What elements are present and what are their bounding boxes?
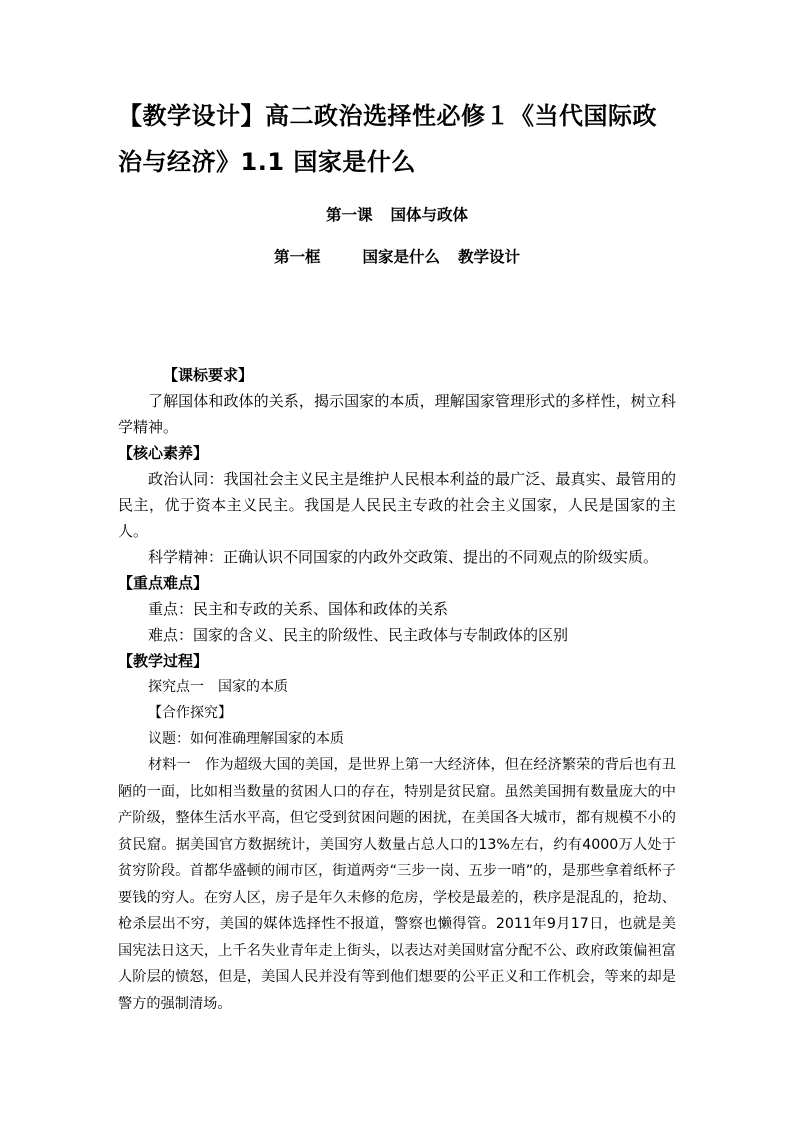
section-heading-hexin: 【核心素养】: [118, 444, 209, 462]
frame-heading: [0, 245, 794, 267]
exploration-point-title: 探究点一 国家的本质: [148, 679, 288, 695]
section-heading-zhongdian: 【重点难点】: [118, 574, 209, 592]
zhongdian-key-point: 重点：民主和专政的关系、国体和政体的关系: [148, 600, 449, 618]
kebiao-text: 了解国体和政体的关系，揭示国家的本质，理解国家管理形式的多样性，树立科学精神。: [118, 392, 676, 436]
lesson-name: 国体与政体: [390, 206, 469, 224]
lesson-number: 第一课: [325, 206, 373, 224]
frame-name: 国家是什么: [362, 248, 440, 266]
cooperative-exploration-label: 【合作探究】: [148, 705, 232, 721]
document-body: [118, 362, 676, 1017]
frame-number: 第一框: [273, 248, 321, 266]
frame-suffix: 教学设计: [458, 248, 521, 266]
material-one: 材料一 作为超级大国的美国，是世界上第一大经济体，但在经济繁荣的背后也有丑陋的一面，比如相当数量的贫困人口的存在，特别是贫民窟。虽然美国拥有数量庞大的中产阶级，整体生活水平高，但它受到贫困问题的困扰，在美国各大城市，都有规模不小的贫民窟。据美国官方数据统计，美国穷人数量占总人口的13%左右，约有4000万人处于贫穷阶段。首都华盛顿的闹市区，街道两旁“三步一岗、五步一哨”的，是那些拿着纸杯子要钱的穷人。在穷人区，房子是年久未修的危房，学校是最差的，秩序是混乱的，抢劫、枪杀层出不穷，美国的媒体选择性不报道，警察也懒得管。2011年9月17日，也就是美国宪法日这天，上千名失业青年走上街头，以表达对美国财富分配不公、政府政策偏袒富人阶层的愤怒，但是，美国人民并没有等到他们想要的公平正义和工作机会，等来的却是警方的强制清场。: [118, 757, 676, 1012]
hexin-paragraph-2: 科学精神：正确认识不同国家的内政外交政策、提出的不同观点的阶级实质。: [148, 548, 659, 566]
section-heading-guocheng: 【教学过程】: [118, 652, 209, 670]
section-heading-kebiao: 【课标要求】: [163, 366, 254, 384]
discussion-topic: 议题：如何准确理解国家的本质: [148, 731, 344, 747]
lesson-heading: [0, 203, 794, 225]
zhongdian-difficulty: 难点：国家的含义、民主的阶级性、民主政体与专制政体的区别: [148, 626, 569, 644]
hexin-paragraph-1: 政治认同：我国社会主义民主是维护人民根本利益的最广泛、最真实、最管用的民主，优于资本主义民主。我国是人民民主专政的社会主义国家，人民是国家的主人。: [118, 470, 676, 540]
document-title: 【教学设计】高二政治选择性必修１《当代国际政治与经济》1.1 国家是什么: [118, 102, 657, 176]
